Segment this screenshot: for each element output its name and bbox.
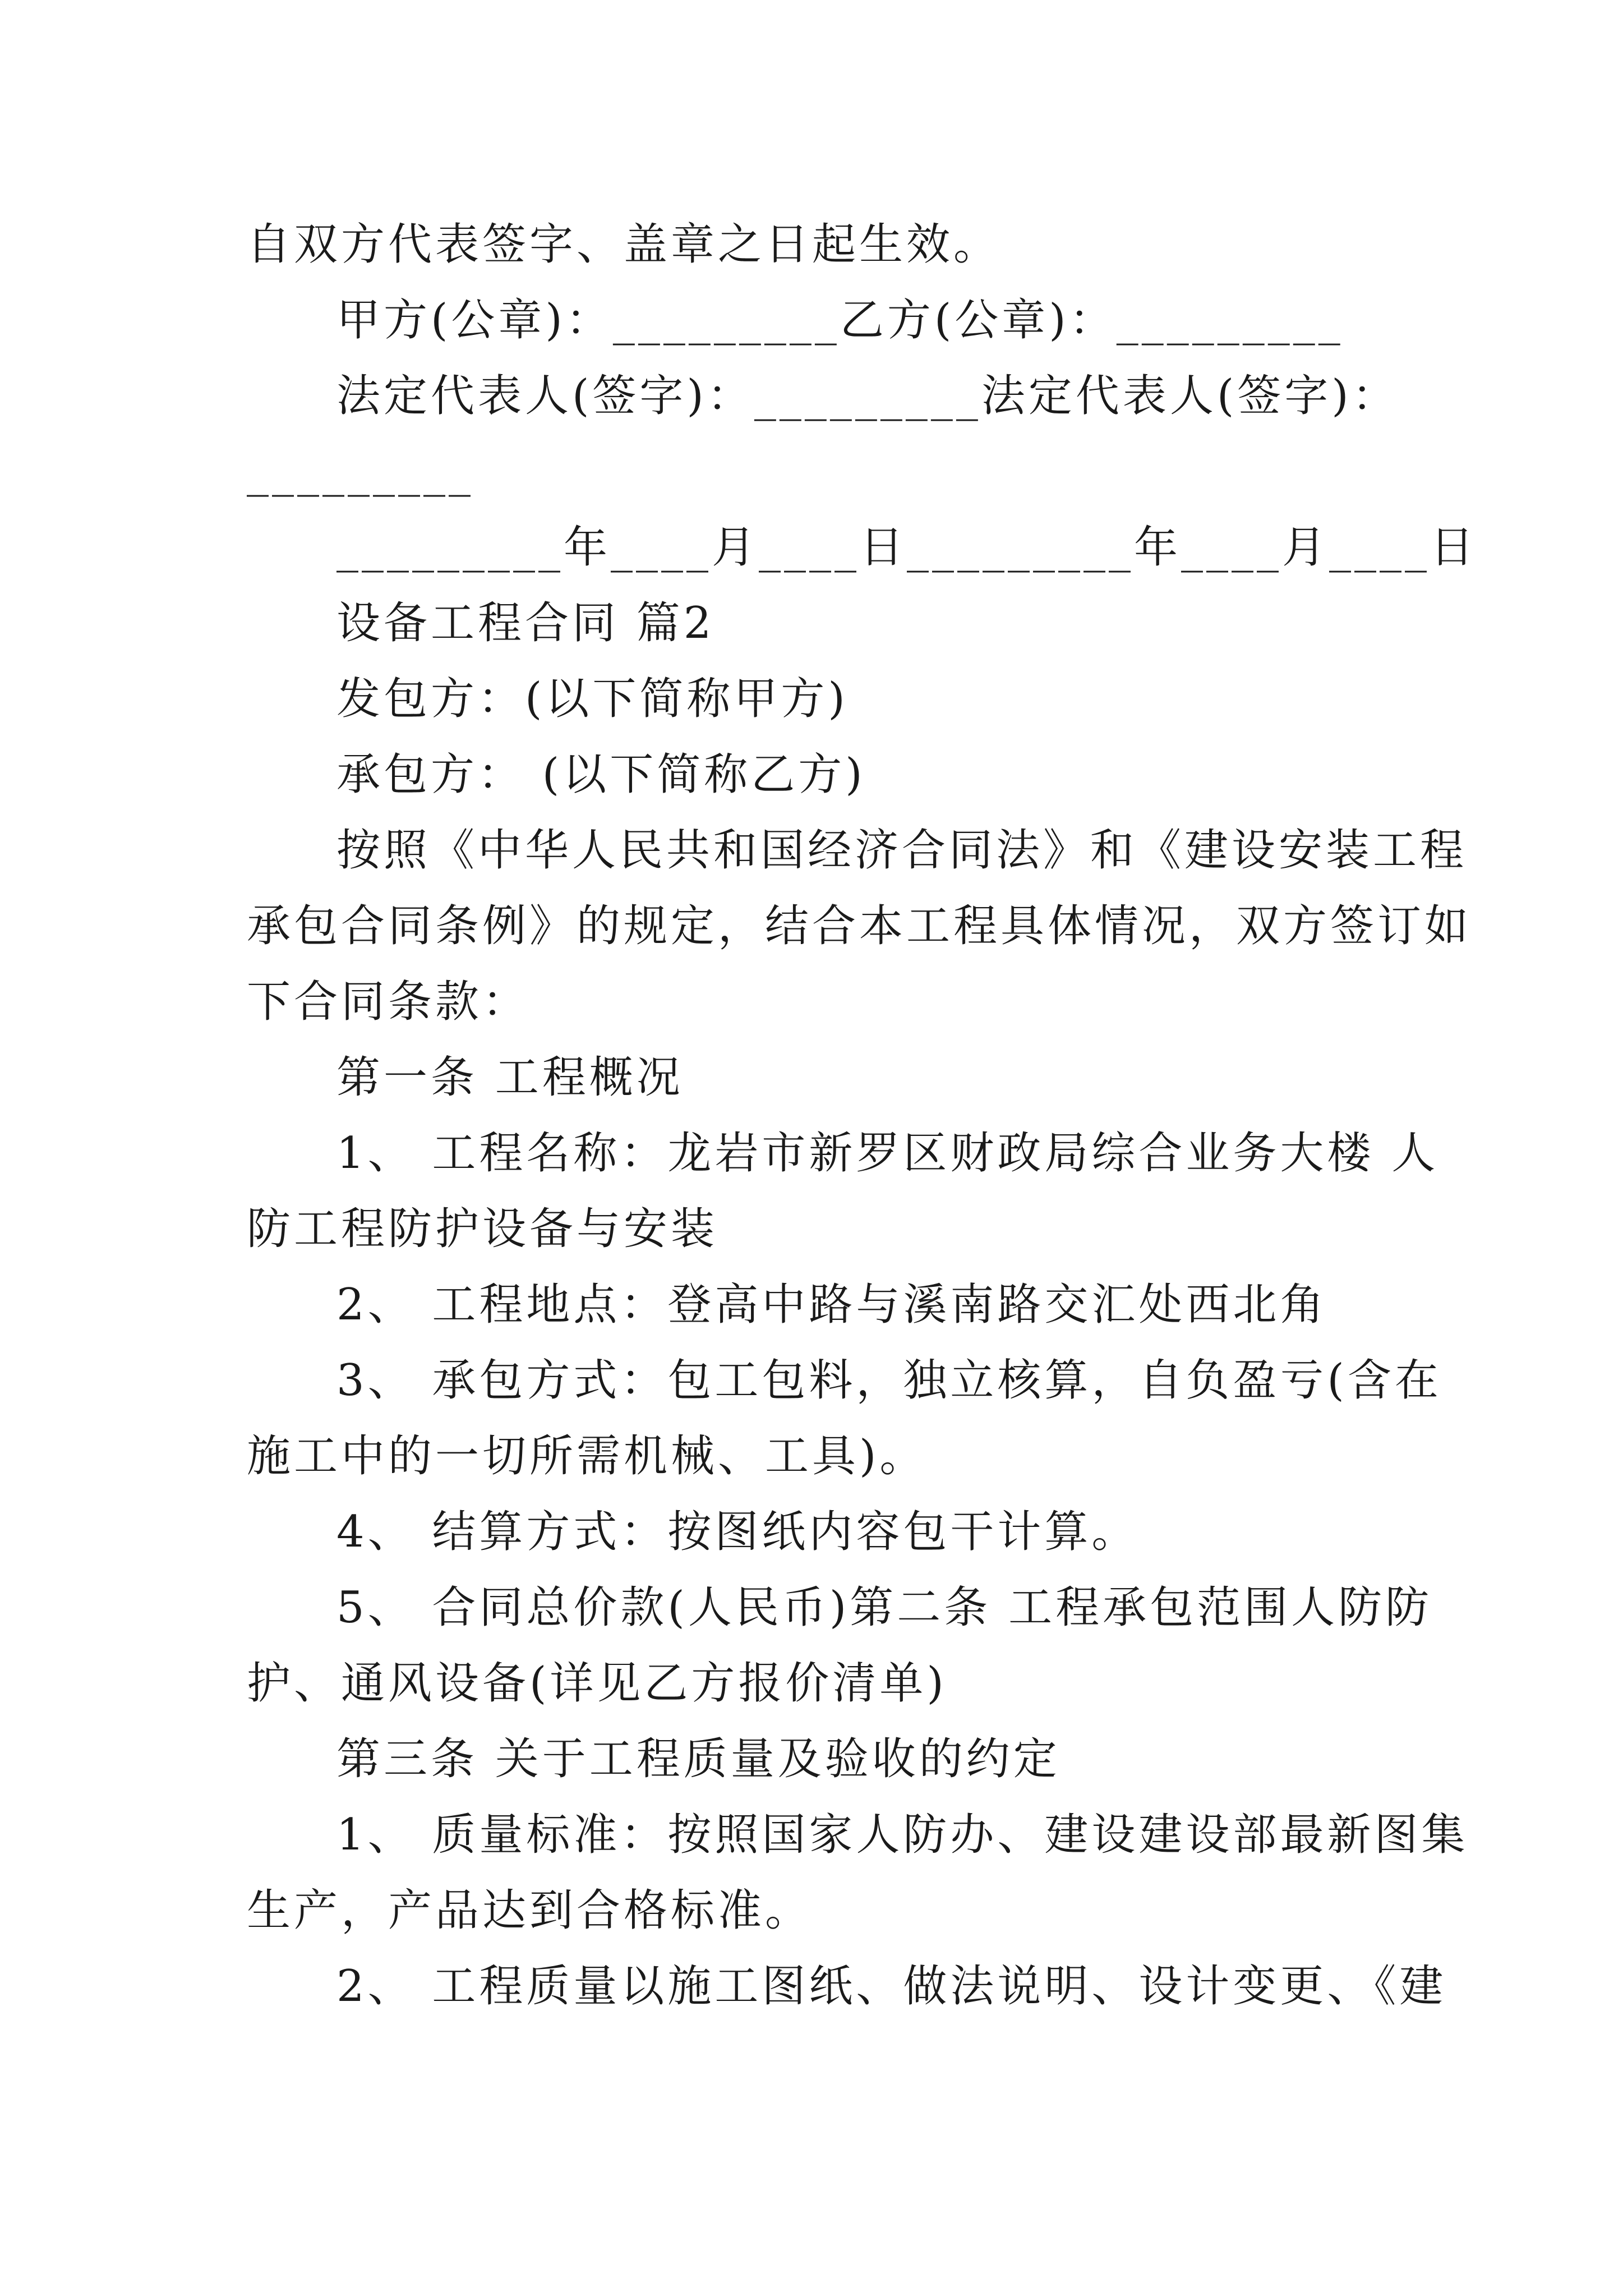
signature-line-representative: 法定代表人(签字)：_________法定代表人(签字)：: [336, 371, 1399, 421]
party-b-line: 承包方： (以下简称乙方): [336, 749, 866, 800]
text-line: 自双方代表签字、盖章之日起生效。: [247, 219, 1001, 270]
article-heading: 第三条 关于工程质量及验收的约定: [336, 1734, 1061, 1784]
text-line: 1、 质量标准：按照国家人防办、建设建设部最新图集: [336, 1810, 1469, 1860]
text-line: 施工中的一切所需机械、工具)。: [247, 1431, 927, 1481]
text-line: 护、通风设备(详见乙方报价清单): [247, 1658, 947, 1709]
text-line: 2、 工程地点：登高中路与溪南路交汇处西北角: [336, 1280, 1327, 1330]
text-line: 3、 承包方式：包工包料，独立核算，自负盈亏(含在: [336, 1355, 1442, 1406]
signature-blank: _________: [247, 447, 474, 497]
text-line: 1、 工程名称：龙岩市新罗区财政局综合业务大楼 人: [336, 1128, 1439, 1179]
text-line: 承包合同条例》的规定，结合本工程具体情况，双方签订如: [247, 901, 1472, 951]
text-line: 下合同条款：: [247, 977, 530, 1027]
text-line: 5、 合同总价款(人民币)第二条 工程承包范围人防防: [336, 1582, 1433, 1633]
text-line: 按照《中华人民共和国经济合同法》和《建设安装工程: [336, 825, 1468, 876]
signature-line-seal: 甲方(公章)：_________乙方(公章)：_________: [336, 295, 1344, 346]
text-line: 4、 结算方式：按图纸内容包干计算。: [336, 1507, 1139, 1557]
party-a-line: 发包方：(以下简称甲方): [336, 674, 849, 724]
date-line: _________年____月____日_________年____月____日: [336, 522, 1478, 573]
section-title: 设备工程合同 篇2: [336, 598, 715, 648]
text-line: 生产，产品达到合格标准。: [247, 1885, 813, 1936]
text-line: 2、 工程质量以施工图纸、做法说明、设计变更、《建: [336, 1961, 1447, 2012]
article-heading: 第一条 工程概况: [336, 1052, 684, 1103]
text-line: 防工程防护设备与安装: [247, 1204, 718, 1254]
